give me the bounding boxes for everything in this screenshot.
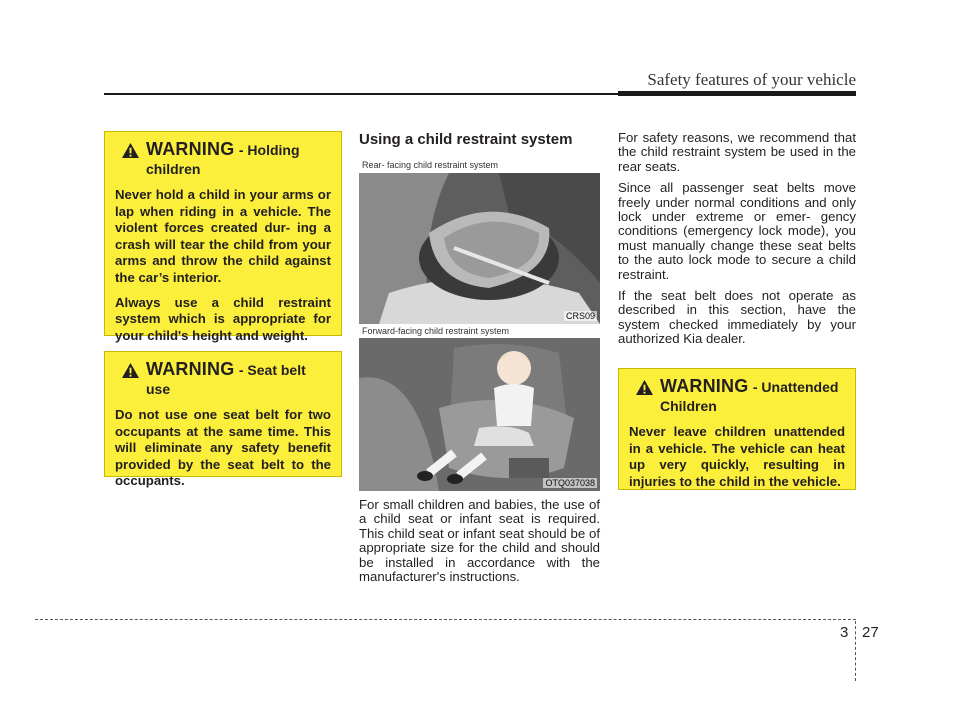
page-number: 27 [862, 624, 879, 641]
rear-facing-seat-drawing [359, 173, 600, 324]
body-paragraph: Since all passenger seat belts move freely under normal conditions and only lock under extreme or emer- gency conditions (emergency lock mode), you must manually change these seat belts to the auto lock mode to secure a child restraint. [618, 180, 856, 282]
body-paragraph: For safety reasons, we recommend that the child restraint system be used in the rear seats. [618, 130, 856, 174]
chapter-number: 3 [840, 624, 849, 641]
warning-box-seat-belt-use [104, 351, 342, 489]
warning-subtitle: - Unattended Children [660, 379, 839, 414]
page-header-title: Safety features of your vehicle [647, 70, 856, 89]
warning-box-unattended-children [618, 368, 856, 490]
warning-word: WARNING [660, 376, 749, 396]
warning-triangle-icon [121, 142, 140, 159]
right-body-text [618, 131, 856, 354]
warning-word: WARNING [146, 139, 235, 159]
section-title: Using a child restraint system [359, 131, 573, 148]
image-code: CRS09 [565, 311, 595, 321]
body-paragraph: For small children and babies, the use of a child seat or infant seat is required. This child seat or infant seat should be of appropriate size for the child and should be installed in accordance with the manufacturer's instructions. [359, 497, 600, 585]
forward-facing-seat-drawing [359, 338, 600, 491]
footer-vertical-dashed-rule [855, 621, 856, 681]
warning-title [115, 360, 331, 399]
warning-triangle-icon [121, 362, 140, 379]
warning-paragraph: Do not use one seat belt for two occupants at the same time. This will eliminate any safety benefit provided by the seat belt to the occupants. [115, 407, 331, 489]
warning-paragraph: Always use a child restraint system which is appropriate for your child's height and weight. [115, 294, 331, 343]
body-paragraph: If the seat belt does not operate as described in this section, have the system checked immediately by your authorized Kia dealer. [618, 288, 856, 347]
warning-title [115, 140, 331, 179]
rear-facing-seat-illustration [359, 173, 600, 324]
warning-triangle-icon [635, 379, 654, 396]
image-caption-forward: Forward-facing child restraint system [362, 326, 510, 336]
warning-box-holding-children [104, 131, 342, 343]
warning-paragraph: Never hold a child in your arms or lap when riding in a vehicle. The violent forces created dur- ing a crash will tear the child from your arms and throw the child against the car’s interior. [115, 187, 331, 285]
footer-dashed-rule [35, 619, 856, 620]
header-rule-accent [618, 91, 856, 96]
warning-subtitle: - Holding children [146, 142, 300, 177]
warning-paragraph: Never leave children unattended in a vehicle. The vehicle can heat up very quickly, resulting in injuries to the child in the vehicle. [629, 424, 845, 489]
forward-facing-seat-illustration [359, 338, 600, 491]
warning-subtitle: - Seat belt use [146, 362, 306, 397]
warning-title [629, 377, 845, 416]
warning-word: WARNING [146, 359, 235, 379]
image-code: OTQ037038 [545, 478, 595, 488]
middle-body-text [359, 498, 600, 591]
image-caption-rear: Rear- facing child restraint system [362, 160, 499, 170]
